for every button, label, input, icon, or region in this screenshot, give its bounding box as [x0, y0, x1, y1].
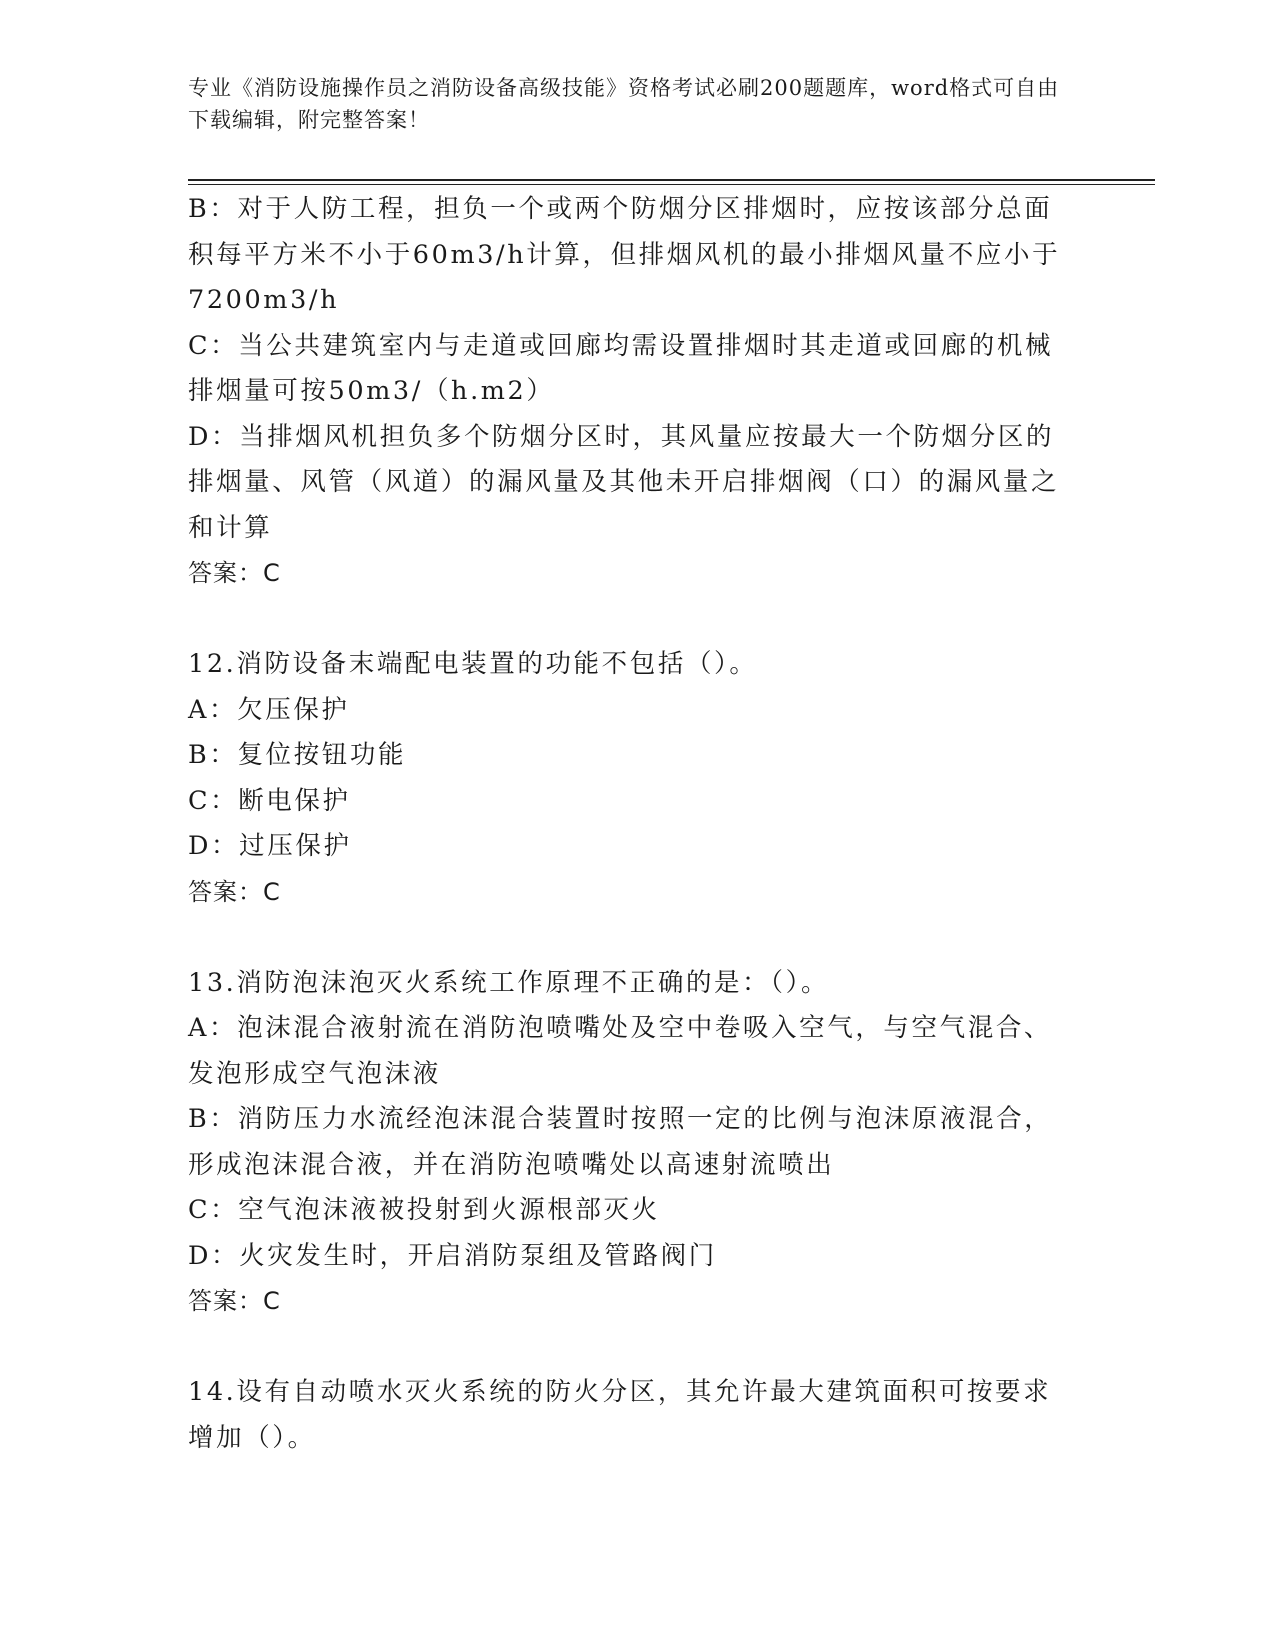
question-13-option-a: A：泡沫混合液射流在消防泡喷嘴处及空中卷吸入空气，与空气混合、发泡形成空气泡沫液 — [188, 1013, 1053, 1089]
question-12-option-a: A：欠压保护 — [188, 694, 350, 725]
question-11-option-b: B：对于人防工程，担负一个或两个防烟分区排烟时，应按该部分总面积每平方米不小于60m3/h计算，但排烟风机的最小排烟风量不应小于7200m3/h — [188, 194, 1061, 315]
question-12-stem: 12.消防设备末端配电装置的功能不包括（）。 — [188, 649, 758, 679]
question-12-option-c: C：断电保护 — [188, 785, 351, 816]
question-12-option-d: D：过压保护 — [188, 831, 352, 861]
question-11-option-d: D：当排烟风机担负多个防烟分区时，其风量应按最大一个防烟分区的排烟量、风管（风道）的漏风量及其他未开启排烟阀（口）的漏风量之和计算 — [188, 421, 1060, 543]
header-divider-thick — [188, 179, 1155, 181]
question-12 — [188, 642, 1078, 915]
question-13-option-b: B：消防压力水流经泡沫混合装置时按照一定的比例与泡沫原液混合，形成泡沫混合液，并在消防泡喷嘴处以高速射流喷出 — [188, 1104, 1053, 1180]
question-12-option-b: B：复位按钮功能 — [188, 740, 407, 770]
question-14 — [188, 1370, 1078, 1461]
question-13 — [188, 961, 1078, 1325]
header-divider-thin — [188, 184, 1155, 185]
spacer — [188, 597, 1078, 643]
spacer — [188, 915, 1078, 961]
question-11-option-c: C：当公共建筑室内与走道或回廊均需设置排烟时其走道或回廊的机械排烟量可按50m3/（h.m2） — [188, 330, 1054, 406]
question-14-stem: 14.设有自动喷水灭火系统的防火分区，其允许最大建筑面积可按要求增加（）。 — [188, 1377, 1052, 1453]
question-11-continuation — [188, 187, 1078, 597]
question-13-answer: 答案：C — [188, 1287, 281, 1315]
question-12-answer: 答案：C — [188, 877, 281, 906]
document-body — [188, 187, 1078, 1461]
question-11-answer: 答案：C — [188, 559, 281, 587]
question-13-stem: 13.消防泡沫泡灭火系统工作原理不正确的是：（）。 — [188, 967, 830, 998]
question-13-option-c: C：空气泡沫液被投射到火源根部灭火 — [188, 1195, 660, 1225]
spacer — [188, 1325, 1078, 1371]
document-header: 专业《消防设施操作员之消防设备高级技能》资格考试必刷200题题库，word格式可自由下载编辑，附完整答案！ — [188, 76, 1060, 132]
question-13-option-d: D：火灾发生时，开启消防泵组及管路阀门 — [188, 1240, 717, 1271]
